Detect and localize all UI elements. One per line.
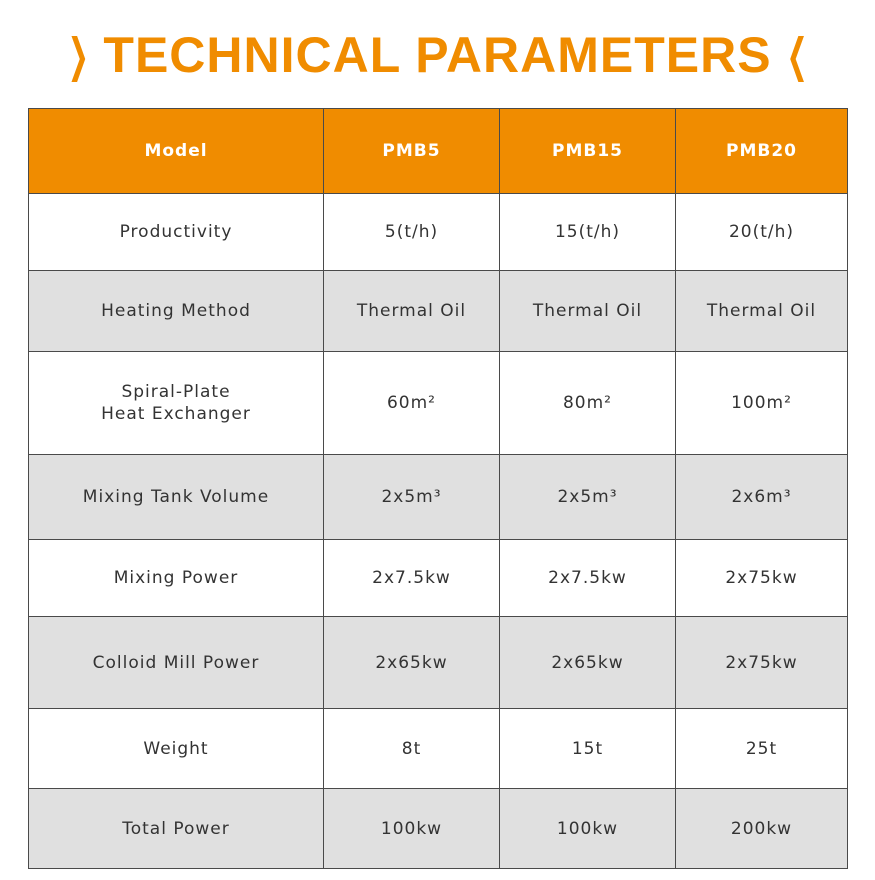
table-cell: 2x5m³ — [500, 455, 676, 540]
table-cell: Thermal Oil — [676, 271, 848, 352]
table-cell: 200kw — [676, 789, 848, 869]
table-cell: 8t — [324, 709, 500, 789]
row-label: Heating Method — [29, 271, 324, 352]
table-row — [29, 455, 848, 540]
table-cell: Thermal Oil — [324, 271, 500, 352]
page-header — [0, 22, 875, 88]
table-cell: 15t — [500, 709, 676, 789]
table-cell: 2x75kw — [676, 617, 848, 709]
table-cell: 2x65kw — [324, 617, 500, 709]
table-cell: 2x7.5kw — [324, 540, 500, 617]
chevron-right-icon: ❯ — [67, 28, 89, 82]
table-row — [29, 540, 848, 617]
row-label: Colloid Mill Power — [29, 617, 324, 709]
technical-parameters-table — [28, 108, 848, 869]
table-cell: 100kw — [500, 789, 676, 869]
row-label: Total Power — [29, 789, 324, 869]
page-title: TECHNICAL PARAMETERS — [103, 27, 772, 83]
table-cell: 25t — [676, 709, 848, 789]
table-row — [29, 709, 848, 789]
table-cell: 5(t/h) — [324, 194, 500, 271]
table-cell: 100m² — [676, 352, 848, 455]
table-row — [29, 194, 848, 271]
table-cell: 100kw — [324, 789, 500, 869]
table-row — [29, 617, 848, 709]
table-row — [29, 789, 848, 869]
table-cell: 20(t/h) — [676, 194, 848, 271]
chevron-left-icon: ❮ — [786, 28, 808, 82]
row-label: Productivity — [29, 194, 324, 271]
table-cell: 60m² — [324, 352, 500, 455]
column-header-pmb15: PMB15 — [500, 109, 676, 194]
row-label — [29, 352, 324, 455]
table-header-row — [29, 109, 848, 194]
table-cell: 2x6m³ — [676, 455, 848, 540]
column-header-pmb5: PMB5 — [324, 109, 500, 194]
table-cell: 2x5m³ — [324, 455, 500, 540]
table-cell: 80m² — [500, 352, 676, 455]
row-label-line: Heat Exchanger — [101, 404, 251, 424]
row-label: Mixing Tank Volume — [29, 455, 324, 540]
table-row — [29, 271, 848, 352]
column-header-pmb20: PMB20 — [676, 109, 848, 194]
table-cell: 2x65kw — [500, 617, 676, 709]
table-cell: Thermal Oil — [500, 271, 676, 352]
table-row — [29, 352, 848, 455]
table-cell: 2x75kw — [676, 540, 848, 617]
table-cell: 15(t/h) — [500, 194, 676, 271]
column-header-model: Model — [29, 109, 324, 194]
row-label: Weight — [29, 709, 324, 789]
table-cell: 2x7.5kw — [500, 540, 676, 617]
row-label-line: Spiral-Plate — [121, 382, 231, 402]
row-label: Mixing Power — [29, 540, 324, 617]
